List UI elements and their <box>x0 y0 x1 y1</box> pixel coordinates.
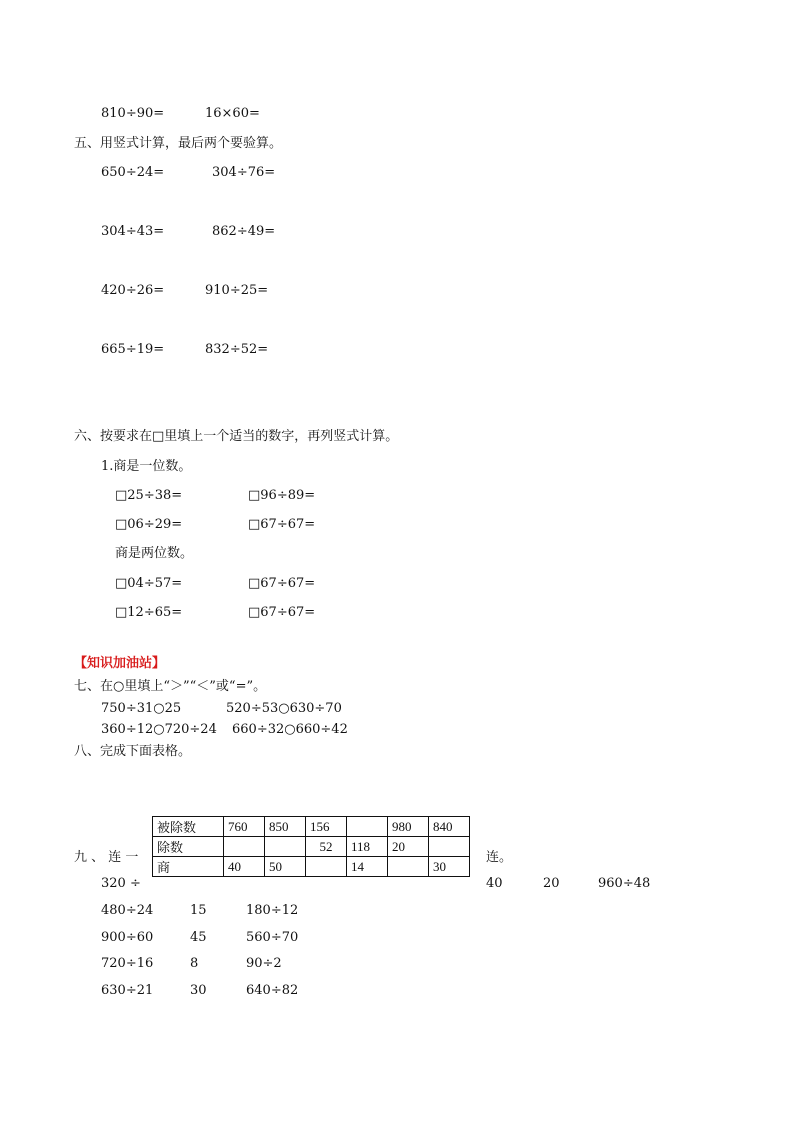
table-cell[interactable] <box>306 857 347 877</box>
table-cell: 52 <box>306 837 347 857</box>
table-cell: 980 <box>388 817 429 837</box>
expr: 304÷76= <box>212 165 276 180</box>
table-cell: 850 <box>265 817 306 837</box>
division-table <box>152 816 470 877</box>
match-left: 480÷24 <box>101 903 154 918</box>
match-middle: 8 <box>190 956 199 971</box>
expr: □25÷38= <box>115 488 183 503</box>
section-7-title: 七、在○里填上“＞”“＜”或“=”。 <box>74 679 267 694</box>
match-left: 720÷16 <box>101 956 154 971</box>
table-row <box>153 817 470 837</box>
table-cell: 840 <box>429 817 470 837</box>
match-right: 560÷70 <box>246 930 299 945</box>
expr: 650÷24= <box>101 165 165 180</box>
table-cell[interactable] <box>347 817 388 837</box>
expr: □06÷29= <box>115 517 183 532</box>
match-right: 180÷12 <box>246 903 299 918</box>
knowledge-station-heading: 【知识加油站】 <box>74 656 166 671</box>
match-middle: 40 <box>486 876 503 891</box>
table-cell[interactable] <box>388 857 429 877</box>
expr: □67÷67= <box>248 576 316 591</box>
subsection-title: 商是两位数。 <box>115 546 194 561</box>
table-cell[interactable] <box>224 837 265 857</box>
compare-expr: 660÷32○660÷42 <box>232 722 348 737</box>
table-cell: 14 <box>347 857 388 877</box>
expr: □67÷67= <box>248 605 316 620</box>
match-left: 900÷60 <box>101 930 154 945</box>
table-cell: 30 <box>429 857 470 877</box>
table-cell[interactable] <box>265 837 306 857</box>
table-cell: 118 <box>347 837 388 857</box>
table-cell: 被除数 <box>153 817 224 837</box>
table-row <box>153 857 470 877</box>
section-8-title: 八、完成下面表格。 <box>74 744 192 759</box>
table-cell: 760 <box>224 817 265 837</box>
expr: 910÷25= <box>205 283 269 298</box>
table-row <box>153 837 470 857</box>
expr: □96÷89= <box>248 488 316 503</box>
compare-expr: 360÷12○720÷24 <box>101 722 217 737</box>
table-cell: 156 <box>306 817 347 837</box>
match-middle: 45 <box>190 930 207 945</box>
match-right: 960÷48 <box>598 876 651 891</box>
compare-expr: 520÷53○630÷70 <box>226 701 342 716</box>
compare-expr: 750÷31○25 <box>101 701 182 716</box>
table-cell: 40 <box>224 857 265 877</box>
match-middle: 30 <box>190 983 207 998</box>
match-left: 630÷21 <box>101 983 154 998</box>
expr: □12÷65= <box>115 605 183 620</box>
match-right: 640÷82 <box>246 983 299 998</box>
subsection-title: 1.商是一位数。 <box>101 459 192 474</box>
table-cell: 50 <box>265 857 306 877</box>
expr: 810÷90= <box>101 106 165 121</box>
expr: □04÷57= <box>115 576 183 591</box>
section-6-title: 六、按要求在□里填上一个适当的数字，再列竖式计算。 <box>74 429 399 444</box>
expr: 832÷52= <box>205 342 269 357</box>
section-5-title: 五、用竖式计算，最后两个要验算。 <box>74 136 283 151</box>
table-cell: 除数 <box>153 837 224 857</box>
expr: 862÷49= <box>212 224 276 239</box>
expr: 16×60= <box>205 106 260 121</box>
expr: 304÷43= <box>101 224 165 239</box>
match-left: 320 ÷ <box>101 876 141 891</box>
match-middle: 20 <box>543 876 560 891</box>
match-right: 90÷2 <box>246 956 282 971</box>
expr: 420÷26= <box>101 283 165 298</box>
section-9-title: 九 、 连 一 <box>74 850 139 865</box>
expr: 665÷19= <box>101 342 165 357</box>
match-middle: 15 <box>190 903 207 918</box>
table-cell[interactable] <box>429 837 470 857</box>
table-cell: 20 <box>388 837 429 857</box>
table-cell: 商 <box>153 857 224 877</box>
expr: □67÷67= <box>248 517 316 532</box>
section-9-title-end: 连。 <box>486 850 513 865</box>
